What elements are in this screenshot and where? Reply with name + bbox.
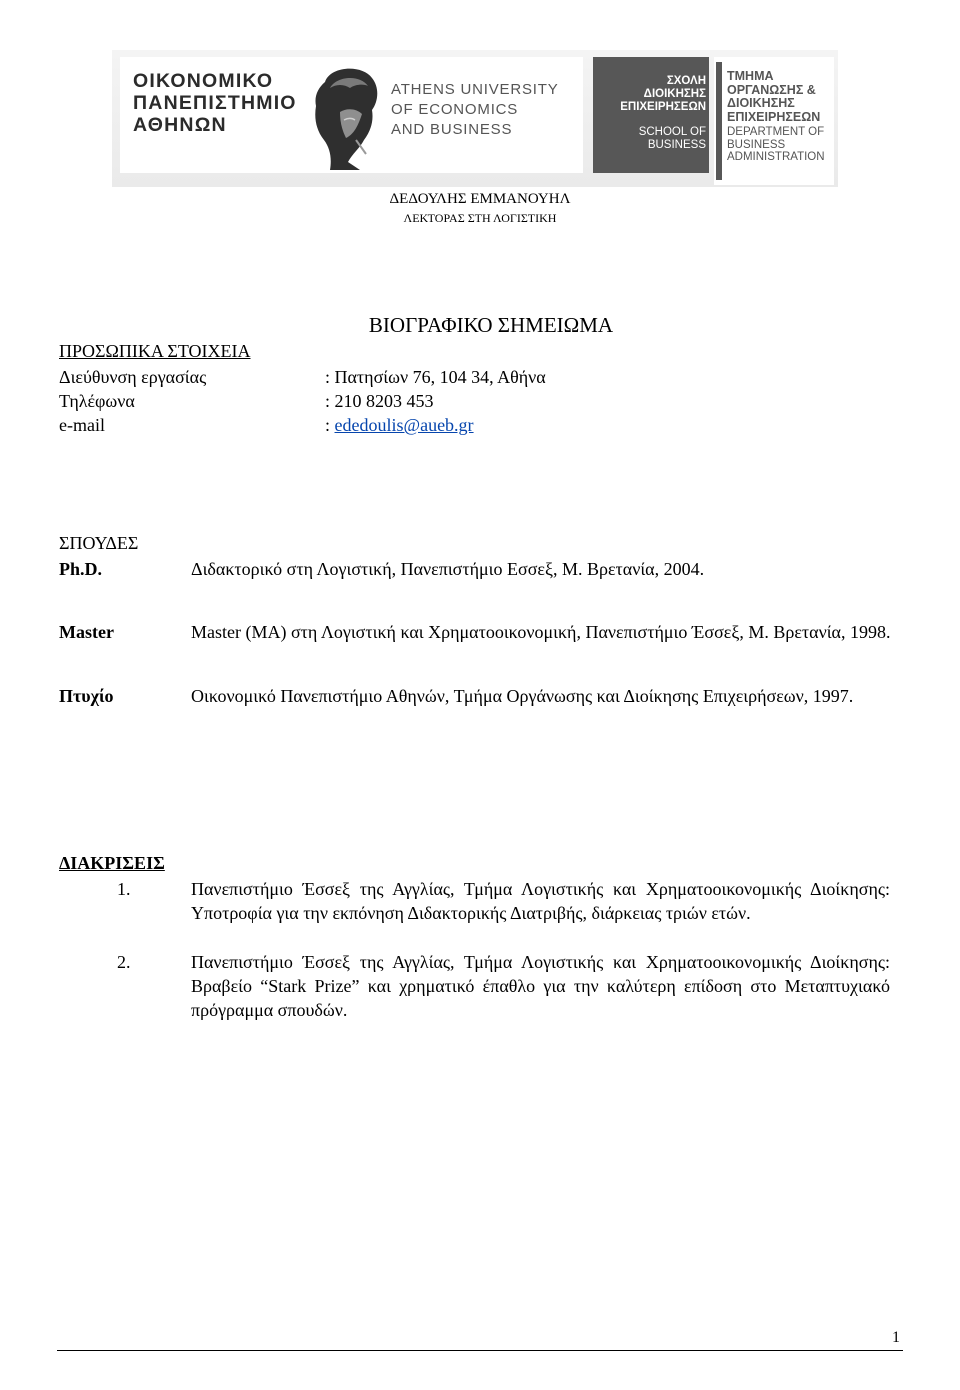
master-text: Master (MA) στη Λογιστική και Χρηματοοικονομική, Πανεπιστήμιο Έσσεξ, Μ. Βρετανία, 1998. <box>191 622 891 642</box>
page-number: 1 <box>892 1329 900 1346</box>
department-logo-english-text: DEPARTMENT OF BUSINESS ADMINISTRATION <box>727 126 825 163</box>
aueb-logo-english-text: ATHENS UNIVERSITY OF ECONOMICS AND BUSINESS <box>391 81 559 138</box>
work-address-value: : Πατησίων 76, 104 34, Αθήνα <box>325 367 546 387</box>
studies-heading: ΣΠΟΥΔΕΣ <box>59 533 139 553</box>
footer-divider <box>57 1350 903 1351</box>
email-prefix: : <box>325 415 335 435</box>
degree-label: Πτυχίο <box>59 686 114 706</box>
degree-text: Οικονομικό Πανεπιστήμιο Αθηνών, Τμήμα Οργάνωσης και Διοίκησης Επιχειρήσεων, 1997. <box>191 686 854 706</box>
author-title: ΛΕΚΤΟΡΑΣ ΣΤΗ ΛΟΓΙΣΤΙΚΗ <box>403 211 557 225</box>
hermes-head-icon <box>300 62 390 170</box>
phd-text: Διδακτορικό στη Λογιστική, Πανεπιστήμιο Εσσεξ, Μ. Βρετανία, 2004. <box>191 559 705 579</box>
department-logo-greek-text: ΤΜΗΜΑ ΟΡΓΑΝΩΣΗΣ & ΔΙΟΙΚΗΣΗΣ ΕΠΙΧΕΙΡΗΣΕΩΝ <box>727 69 821 124</box>
phd-label: Ph.D. <box>59 559 103 579</box>
author-name: ΔΕΔΟΥΛΗΣ ΕΜΜΑΝΟΥΗΛ <box>389 191 571 207</box>
email-row <box>325 413 474 437</box>
school-logo-greek-text: ΣΧΟΛΗ ΔΙΟΙΚΗΣΗΣ ΕΠΙΧΕΙΡΗΣΕΩΝ <box>620 75 706 113</box>
phone-label: Τηλέφωνα <box>59 391 135 411</box>
master-label: Master <box>59 622 114 642</box>
department-logo-bar <box>716 62 722 180</box>
award-1-text: Πανεπιστήμιο Έσσεξ της Αγγλίας, Τμήμα Λογιστικής και Χρηματοοικονομικής Διοίκησης: Υποτροφία για την εκπόνηση Διδακτορικής Διατριβής, διάρκειας τριών ετών. <box>191 879 890 923</box>
awards-heading: ΔΙΑΚΡΙΣΕΙΣ <box>59 853 165 873</box>
email-label: e-mail <box>59 415 105 435</box>
school-logo-english-text: SCHOOL OF BUSINESS <box>638 126 706 151</box>
phone-value: : 210 8203 453 <box>325 391 434 411</box>
aueb-logo-greek-text: ΟΙΚΟΝΟΜΙΚΟ ΠΑΝΕΠΙΣΤΗΜΙΟ ΑΘΗΝΩΝ <box>133 70 297 136</box>
award-1-number: 1. <box>117 879 131 899</box>
personal-details-heading: ΠΡΟΣΩΠΙΚΑ ΣΤΟΙΧΕΙΑ <box>59 341 251 361</box>
email-link[interactable]: ededoulis@aueb.gr <box>334 415 474 435</box>
page-title: ΒΙΟΓΡΑΦΙΚΟ ΣΗΜΕΙΩΜΑ <box>368 313 614 337</box>
award-2-text: Πανεπιστήμιο Έσσεξ της Αγγλίας, Τμήμα Λογιστικής και Χρηματοοικονομικής Διοίκησης: Βραβείο “Stark Prize” και χρηματικό έπαθλο για την καλύτερη επίδοση στο Μεταπτυχιακό πρόγραμμα σπουδών. <box>191 952 890 1020</box>
award-2-number: 2. <box>117 952 131 972</box>
work-address-label: Διεύθυνση εργασίας <box>59 367 207 387</box>
